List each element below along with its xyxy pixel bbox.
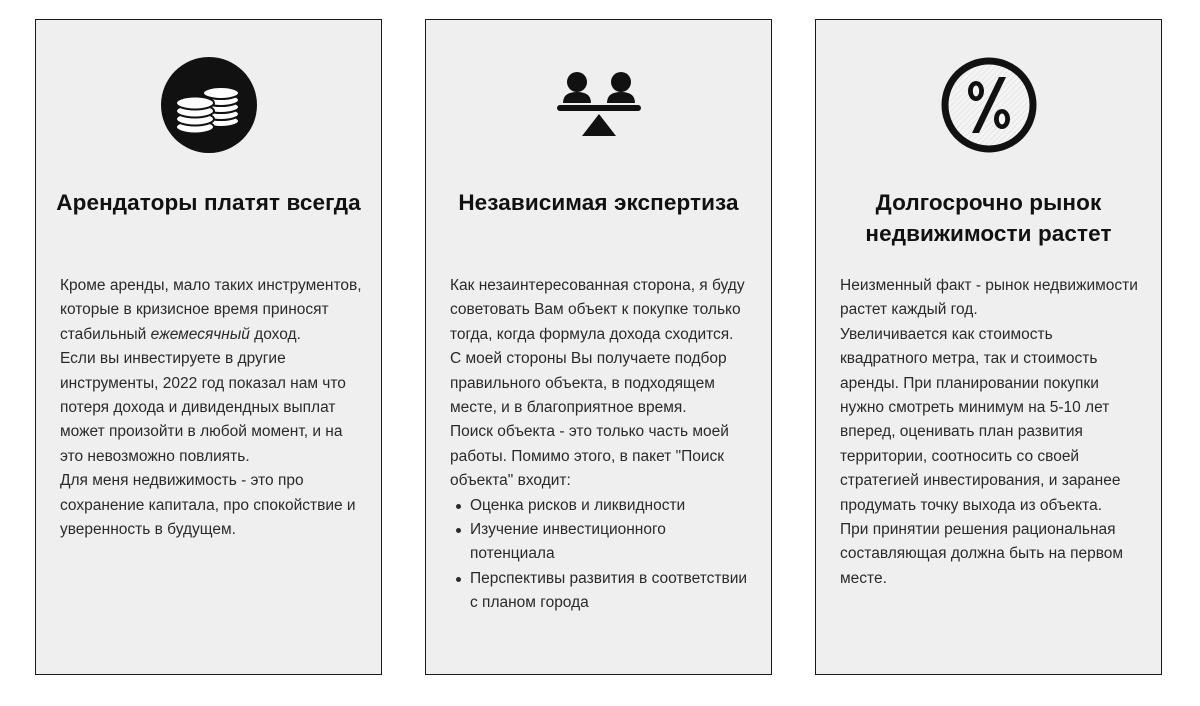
- percent-icon: [939, 55, 1039, 155]
- card-paragraph: Поиск объекта - это только часть моей работы. Помимо этого, в пакет "Поиск объекта" входит:: [450, 423, 729, 490]
- card-description: [840, 274, 1143, 591]
- coins-icon: [159, 55, 259, 155]
- card-paragraph: Кроме аренды, мало таких инструментов, которые в кризисное время приносят стабильный ежемесячный доход.: [60, 277, 362, 343]
- card-title: Независимая экспертиза: [458, 190, 739, 215]
- card-paragraph: При принятии решения рациональная составляющая должна быть на первом месте.: [840, 521, 1124, 587]
- feature-card-market-growth: [815, 19, 1162, 675]
- card-title: Арендаторы платят всегда: [56, 190, 361, 215]
- services-list: [450, 494, 753, 616]
- balance-icon: [549, 55, 649, 155]
- card-description: [450, 274, 753, 616]
- feature-card-tenants: [35, 19, 382, 675]
- card-paragraph: Как незаинтересованная сторона, я буду советовать Вам объект к покупке только тогда, когда формула дохода сходится.: [450, 277, 745, 343]
- list-item: Оценка рисков и ликвидности: [470, 494, 753, 518]
- card-paragraph: Неизменный факт - рынок недвижимости растет каждый год.: [840, 277, 1138, 319]
- emphasis-text: ежемесячный: [150, 325, 250, 343]
- list-item: Изучение инвестиционного потенциала: [470, 518, 753, 567]
- card-title: Долгосрочно рынок недвижимости растет: [865, 190, 1112, 246]
- card-paragraph: Увеличивается как стоимость квадратного метра, так и стоимость аренды. При планировании покупки нужно смотреть минимум на 5-10 лет вперед, оценивать план развития территории, соотносить со своей стратегией инвестирования, и заранее продумать точку выхода из объекта.: [840, 325, 1121, 514]
- card-paragraph: С моей стороны Вы получаете подбор правильного объекта, в подходящем месте, и в благоприятное время.: [450, 350, 727, 417]
- card-paragraph: Для меня недвижимость - это про сохранение капитала, про спокойствие и уверенность в будущем.: [60, 472, 356, 539]
- card-paragraph: Если вы инвестируете в другие инструменты, 2022 год показал нам что потеря дохода и дивидендных выплат может произойти в любой момент, и на это невозможно повлиять.: [60, 350, 346, 465]
- feature-card-expertise: [425, 19, 772, 675]
- card-description: [60, 274, 363, 542]
- list-item: Перспективы развития в соответствии с планом города: [470, 567, 753, 616]
